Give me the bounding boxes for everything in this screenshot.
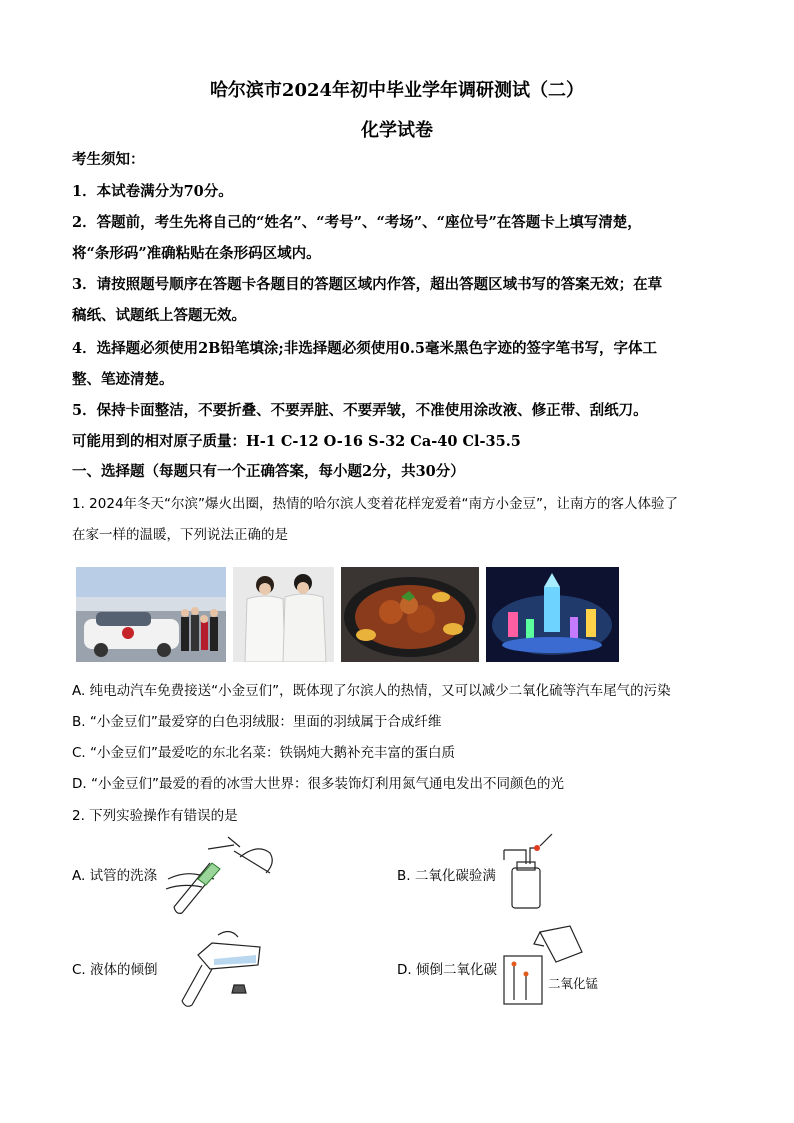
q2-option-c: C. 液体的倾倒 xyxy=(72,962,158,978)
section-heading: 一、选择题（每题只有一个正确答案，每小题2分，共30分） xyxy=(72,463,465,480)
notice-item: 1．本试卷满分为70分。 xyxy=(72,183,233,200)
co2-check-figure xyxy=(500,830,560,912)
notice-item: 2．答题前，考生先将自己的“姓名”、“考号”、“考场”、“座位号”在答题卡上填写清楚， xyxy=(72,214,642,231)
notice-item: 将“条形码”准确粘贴在条形码区域内。 xyxy=(72,245,321,262)
notice-item: 3．请按照题号顺序在答题卡各题目的答题区域内作答，超出答题区域书写的答案无效；在草 xyxy=(72,276,663,293)
down-jacket-photo xyxy=(233,567,334,662)
notice-item: 整、笔迹清楚。 xyxy=(72,371,174,388)
q2-option-b: B. 二氧化碳验满 xyxy=(397,868,496,884)
q2-option-a: A. 试管的洗涤 xyxy=(72,868,158,884)
exam-title: 哈尔滨市2024年初中毕业学年调研测试（二） xyxy=(209,80,585,101)
pour-co2-figure xyxy=(500,922,590,1008)
liquid-pouring-figure xyxy=(172,925,268,1007)
q1-option-a: A. 纯电动汽车免费接送“小金豆们”，既体现了尔滨人的热情，又可以减少二氧化硫等汽车尾气的污染 xyxy=(72,683,671,699)
q1-option-b: B. “小金豆们”最爱穿的白色羽绒服：里面的羽绒属于合成纤维 xyxy=(72,714,442,730)
notice-heading: 考生须知： xyxy=(72,151,145,168)
question-stem: 2. 下列实验操作有错误的是 xyxy=(72,808,238,824)
ice-world-photo xyxy=(486,567,619,662)
notice-item: 稿纸、试题纸上答题无效。 xyxy=(72,307,246,324)
question-stem: 1. 2024年冬天“尔滨”爆火出圈，热情的哈尔滨人变着花样宠爱着“南方小金豆”，让南方的客人体验了 xyxy=(72,496,679,512)
test-tube-washing-figure xyxy=(162,833,278,917)
exam-subtitle: 化学试卷 xyxy=(361,120,433,141)
atomic-masses: 可能用到的相对原子质量：H-1 C-12 O-16 S-32 Ca-40 Cl-35.5 xyxy=(72,433,521,450)
q1-option-c: C. “小金豆们”最爱吃的东北名菜：铁锅炖大鹅补充丰富的蛋白质 xyxy=(72,745,455,761)
q2-option-d: D. 倾倒二氧化碳 xyxy=(397,962,497,978)
notice-item: 4．选择题必须使用2B铅笔填涂;非选择题必须使用0.5毫米黑色字迹的签字笔书写，字体工 xyxy=(72,340,658,357)
manganese-dioxide-label: 二氧化锰 xyxy=(548,976,599,991)
stew-photo xyxy=(341,567,479,662)
car-photo xyxy=(76,567,226,662)
question-stem: 在家一样的温暖，下列说法正确的是 xyxy=(72,527,288,543)
notice-item: 5．保持卡面整洁，不要折叠、不要弄脏、不要弄皱，不准使用涂改液、修正带、刮纸刀。 xyxy=(72,402,648,419)
q1-option-d: D. “小金豆们”最爱的看的冰雪大世界：很多装饰灯利用氮气通电发出不同颜色的光 xyxy=(72,776,564,792)
